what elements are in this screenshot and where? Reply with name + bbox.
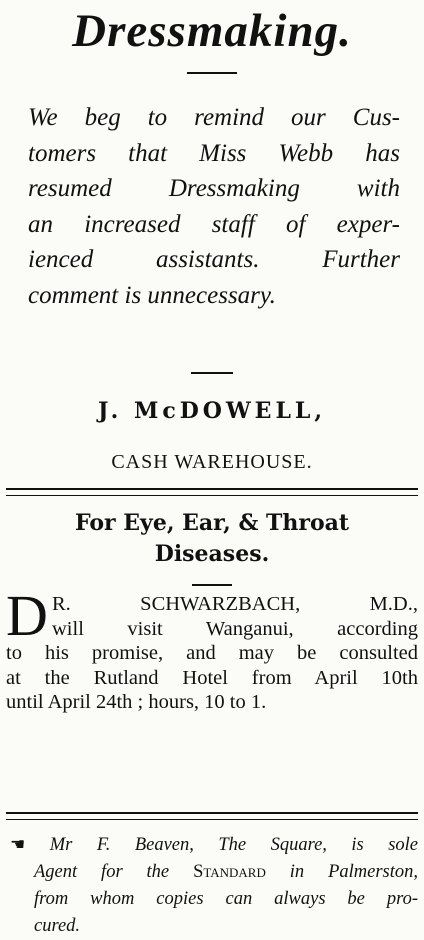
doctor-line: until April 24th ; hours, 10 to 1. (6, 691, 267, 713)
pointing-hand-icon: ☛ (10, 835, 26, 855)
drop-cap: D (6, 583, 48, 648)
notice-line: ienced assistants. Further (28, 246, 400, 273)
notice-line: an increased staff of exper- (28, 210, 400, 238)
eye-ad-heading-line: Diseases. (154, 541, 270, 567)
notice-line: resumed Dressmaking with (28, 175, 400, 202)
short-divider (187, 72, 237, 74)
doctor-line: R. SCHWARZBACH, M.D., (52, 593, 418, 615)
newspaper-name: Standard (193, 862, 266, 882)
notice-line: We beg to remind our Cus- (28, 104, 400, 131)
double-divider (6, 812, 418, 820)
dressmaking-notice (28, 100, 400, 313)
agent-line: cured. (34, 916, 81, 936)
dressmaking-title: Dressmaking. (72, 5, 352, 57)
eye-ad-heading (0, 508, 424, 570)
agent-line (10, 832, 418, 859)
doctor-line: at the Rutland Hotel from April 10th (6, 666, 418, 689)
notice-line: tomers that Miss Webb has (28, 139, 400, 167)
short-divider (192, 584, 232, 586)
notice-line: comment is unnecessary. (28, 281, 276, 309)
agent-line-text: Mr F. Beaven, The Square, is sole (49, 835, 419, 855)
agent-line-text: Agent for the (34, 862, 194, 882)
eye-ad-heading-line: For Eye, Ear, & Throat (74, 510, 350, 536)
double-divider (6, 488, 418, 496)
doctor-line: to his promise, and may be consulted (6, 642, 418, 664)
agent-line: from whom copies can always be pro- (34, 889, 418, 909)
doctor-notice (6, 583, 418, 715)
agent-line (34, 859, 418, 886)
doctor-line: will visit Wanganui, according (52, 617, 418, 640)
agent-line-text: in Palmerston, (265, 862, 418, 882)
agent-notice (10, 832, 418, 940)
short-divider (191, 372, 233, 374)
firm-name: J. McDOWELL, (97, 398, 327, 424)
firm-subtitle: CASH WAREHOUSE. (111, 451, 313, 473)
